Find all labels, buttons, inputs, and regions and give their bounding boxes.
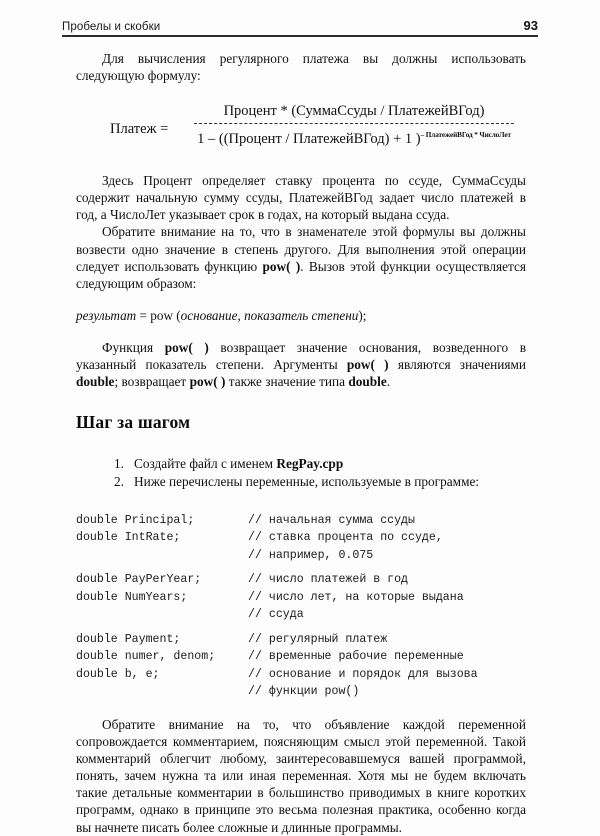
spacer xyxy=(76,84,526,99)
header-rule xyxy=(62,35,538,37)
code-line xyxy=(76,547,526,565)
code-line xyxy=(76,683,526,701)
spacer xyxy=(76,390,526,412)
pow-function-name: pow( ) xyxy=(262,258,301,274)
code-blank-line xyxy=(76,564,526,571)
pow-desc-text-3: являются значениями xyxy=(388,356,527,372)
explain-paragraph: Здесь Процент определяет ставку процента по ссуде, СуммаСсуды содержит начальную сумму ссуды, ПлатежейВГод задает число платежей в год, а ЧислоЛет указывает срок в годах, на который выдана ссуда. xyxy=(76,173,526,223)
code-line xyxy=(76,666,526,684)
formula-left-hand-side: Платеж = xyxy=(110,121,169,138)
code-comment: // временные рабочие переменные xyxy=(248,650,464,664)
code-comment: // ссуда xyxy=(248,608,304,622)
step-by-step-list xyxy=(76,455,526,490)
pow-function-name: pow( ) xyxy=(189,374,226,390)
pow-syntax-arg-base: основание xyxy=(180,307,238,323)
pow-syntax-result: результат xyxy=(76,307,137,323)
intro-paragraph: Для вычисления регулярного платежа вы должны использовать следующую формулу: xyxy=(76,51,526,84)
spacer xyxy=(76,490,526,512)
formula-denominator-wrap xyxy=(194,125,514,149)
code-declaration: double numer, denom; xyxy=(76,650,216,664)
spacer xyxy=(76,701,526,716)
running-head-title: Пробелы и скобки xyxy=(62,21,161,33)
pow-syntax-close-paren: ); xyxy=(358,307,367,323)
code-comment: // число лет, на которые выдана xyxy=(248,590,464,604)
section-heading: Шаг за шагом xyxy=(76,412,191,433)
formula-exponent: – ПлатежейВГод * ЧислоЛет xyxy=(420,131,511,140)
pow-function-name: pow( ) xyxy=(164,339,209,355)
running-head xyxy=(62,18,538,33)
code-comment: // например, 0.075 xyxy=(248,548,374,562)
code-declaration xyxy=(76,547,248,565)
code-line xyxy=(76,648,526,666)
code-declaration xyxy=(76,683,248,701)
code-comment: // число платежей в год xyxy=(248,573,409,587)
code-line xyxy=(76,529,526,547)
pow-syntax-arg-exponent: показатель степени xyxy=(244,307,359,323)
pow-intro-text-2: . Вызов этой функции осуществляется следующим образом: xyxy=(76,258,527,291)
code-line xyxy=(76,512,526,530)
list-item xyxy=(76,473,526,490)
formula-denominator: 1 – ((Процент / ПлатежейВГод) + 1 ) xyxy=(197,131,421,148)
code-declaration: double b, e; xyxy=(76,667,160,681)
code-comment: // регулярный платеж xyxy=(248,632,388,646)
pow-syntax-open-paren: ( xyxy=(176,307,181,323)
pow-syntax-call: pow xyxy=(150,307,177,323)
pow-desc-text-5: также значение типа xyxy=(225,374,349,390)
step-text: Создайте файл с именем xyxy=(134,456,277,472)
formula-numerator: Процент * (СуммаСсуды / ПлатежейВГод) xyxy=(223,103,485,120)
code-declaration: double Payment; xyxy=(76,632,181,646)
code-declaration: double IntRate; xyxy=(76,531,181,545)
page-body xyxy=(76,50,526,836)
code-declaration: double PayPerYear; xyxy=(76,573,202,587)
formula-fraction-bar xyxy=(194,123,514,124)
spacer xyxy=(76,163,526,172)
double-type-name: double xyxy=(348,374,387,390)
code-blank-line xyxy=(76,624,526,631)
pow-function-name: pow( ) xyxy=(346,356,389,372)
code-comment: // ставка процента по ссуде, xyxy=(248,531,443,545)
spacer xyxy=(76,433,526,455)
pow-syntax-equals: = xyxy=(136,307,151,323)
closing-paragraph: Обратите внимание на то, что объявление каждой переменной сопровождается комментарием, поясняющим смысл этой переменной. Такой комментарий облегчит любому, заинтересовавшемуся вашей программой, понять, зачем нужна та или иная переменная. Хотя мы не будем включать такие детальные комментарии в большинство приводимых в книге коротких программ, однако в принципе это весьма полезная практика, особенно когда вы начнете писать более сложные и длинные программы. xyxy=(76,716,526,835)
pow-syntax-line xyxy=(76,307,526,324)
code-declaration: double NumYears; xyxy=(76,590,188,604)
spacer xyxy=(76,292,526,307)
pow-syntax-comma: , xyxy=(237,307,245,323)
code-comment: // функции pow() xyxy=(248,685,360,699)
pow-intro-text-1: Обратите внимание на то, что в знаменателе этой формулы вы должны возвести одно значение в степень другого. Для выполнения этой операции следует использовать функцию xyxy=(76,224,526,274)
list-item xyxy=(76,455,526,472)
code-declaration: double Principal; xyxy=(76,513,195,527)
pow-desc-text-4: ; возвращает xyxy=(114,374,190,390)
code-comment: // основание и порядок для вызова xyxy=(248,667,478,681)
code-comment: // начальная сумма ссуды xyxy=(248,513,415,527)
pow-desc-text-1: Функция xyxy=(102,339,165,355)
code-line xyxy=(76,631,526,649)
pow-description-paragraph xyxy=(76,339,526,390)
pow-intro-paragraph xyxy=(76,223,526,291)
page-number: 93 xyxy=(523,18,538,33)
pow-desc-text-2: возвращает значение основания, возведенного в указанный показатель степени. Аргументы xyxy=(76,339,526,372)
step-number: 2. xyxy=(114,473,124,489)
code-line xyxy=(76,606,526,624)
double-type-name: double xyxy=(76,374,115,390)
code-line xyxy=(76,589,526,607)
spacer xyxy=(76,324,526,339)
code-line xyxy=(76,571,526,589)
source-code-listing xyxy=(76,512,526,701)
payment-formula xyxy=(76,99,526,163)
pow-desc-text-6: . xyxy=(386,374,391,390)
step-number: 1. xyxy=(114,456,124,472)
code-declaration xyxy=(76,606,248,624)
file-name: RegPay.cpp xyxy=(276,456,344,472)
formula-fraction xyxy=(194,101,514,149)
step-text: Ниже перечислены переменные, используемые в программе: xyxy=(134,473,480,489)
